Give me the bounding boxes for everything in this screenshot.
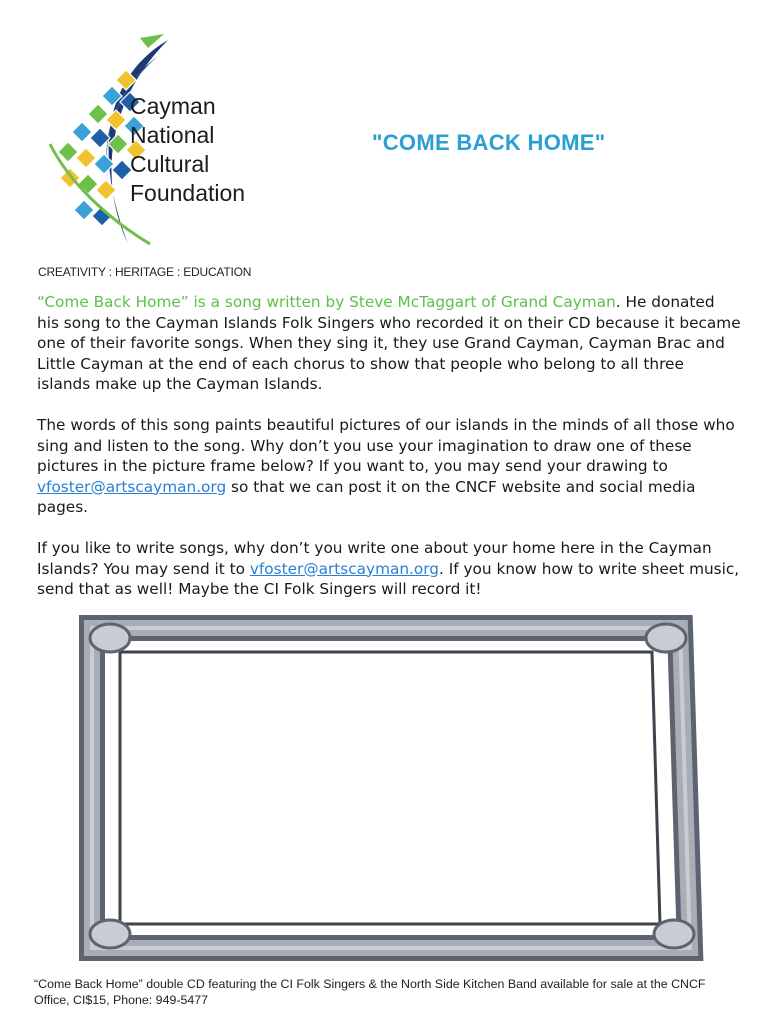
frame-corner-bottom-left [90, 920, 130, 948]
frame-corner-top-right [646, 624, 686, 652]
logo-line-1: Cayman [130, 93, 216, 119]
frame-corner-bottom-right [654, 920, 694, 948]
paragraph-3 [37, 538, 741, 600]
picture-frame [62, 608, 710, 968]
footer-note: “Come Back Home” double CD featuring the CI Folk Singers & the North Side Kitchen Band available for sale at the CNCF Office, CI$15, Phone: 949-5477 [34, 977, 706, 1007]
paragraph-3-text-b: . If you know how to write sheet music, send that as well! Maybe the CI Folk Singers will record it! [37, 559, 740, 599]
frame-corner-top-left [90, 624, 130, 652]
page-title: "COME BACK HOME" [372, 130, 606, 155]
logo-line-2: National [130, 122, 215, 148]
body-text [37, 292, 741, 620]
logo-tagline: CREATIVITY : HERITAGE : EDUCATION [38, 265, 252, 279]
logo-line-3: Cultural [130, 151, 210, 177]
song-credit-highlight: “Come Back Home” is a song written by Steve McTaggart of Grand Cayman [37, 293, 616, 311]
email-link-2[interactable]: vfoster@artscayman.org [249, 559, 440, 578]
logo-line-4: Foundation [130, 180, 246, 206]
paragraph-2-text-b: so that we can post it on the CNCF website and social media pages. [37, 477, 696, 517]
logo-wordmark [130, 92, 245, 208]
email-link[interactable]: vfoster@artscayman.org [37, 477, 227, 496]
paragraph-2-text-a: The words of this song paints beautiful pictures of our islands in the minds of all those who sing and listen to the song. Why don’t you use your imagination to draw one of these pictures in the picture frame below? If you want to, you may send your drawing to [37, 415, 735, 476]
paragraph-1 [37, 292, 741, 395]
paragraph-1-text: . He donated his song to the Cayman Islands Folk Singers who recorded it on their CD because it became one of their favorite songs. When they sing it, they use Grand Cayman, Cayman Brac and Little Cayman at the end of each chorus to show that people who belong to all three islands make up the Cayman Islands. [37, 293, 741, 394]
paragraph-2 [37, 415, 741, 518]
paragraph-3-text-a: If you like to write songs, why don’t you write one about your home here in the Cayman Islands? You may send it to [37, 538, 712, 578]
